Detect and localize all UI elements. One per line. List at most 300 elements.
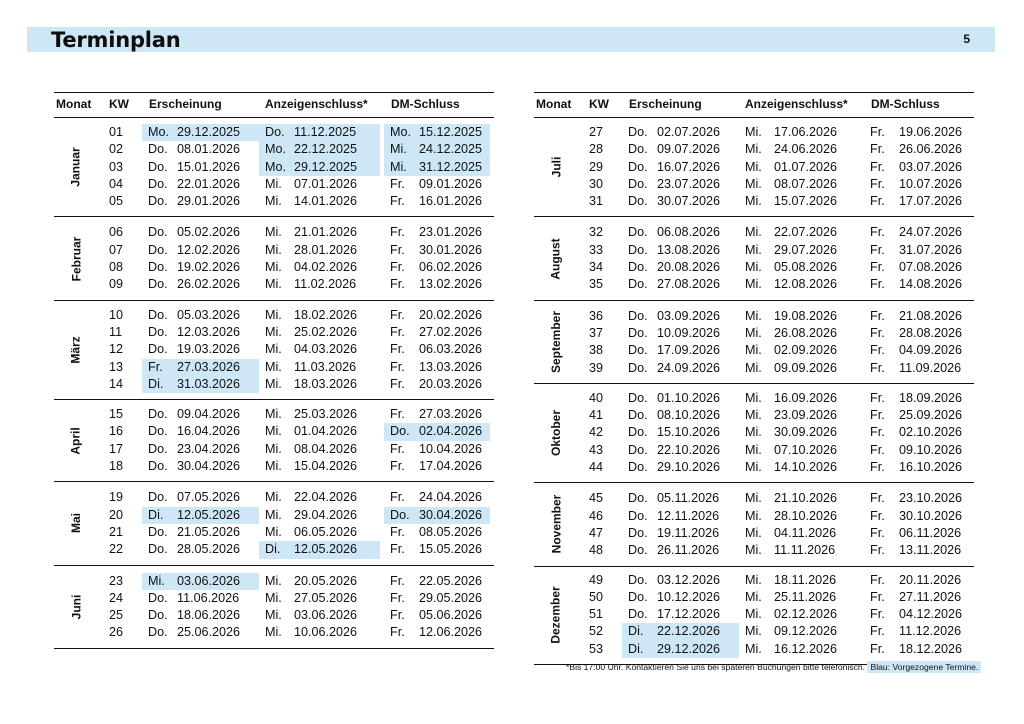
weekday: Fr. bbox=[870, 589, 885, 604]
weekday: Do. bbox=[628, 194, 648, 209]
date: 07.01.2026 bbox=[294, 176, 358, 191]
date: 27.02.2026 bbox=[419, 324, 483, 339]
month-name: Januar bbox=[68, 147, 83, 187]
date: 07.08.2026 bbox=[899, 260, 963, 275]
kw-cell: 21 bbox=[109, 524, 124, 539]
date: 29.04.2026 bbox=[294, 507, 358, 522]
kw-cell: 11 bbox=[109, 324, 123, 339]
date: 13.02.2026 bbox=[419, 277, 483, 292]
kw-cell: 30 bbox=[589, 176, 604, 191]
erscheinung-cell bbox=[622, 259, 739, 276]
weekday: Mi. bbox=[265, 307, 282, 322]
date: 22.05.2026 bbox=[419, 573, 483, 588]
weekday: Fr. bbox=[870, 442, 885, 457]
kw-cell: 14 bbox=[109, 376, 124, 391]
date: 15.05.2026 bbox=[419, 542, 483, 557]
weekday: Do. bbox=[148, 608, 168, 623]
erscheinung-cell bbox=[622, 623, 739, 640]
header-anzeigenschluss: Anzeigenschluss* bbox=[265, 97, 368, 111]
month-group bbox=[534, 301, 974, 384]
weekday: Fr. bbox=[870, 225, 885, 240]
weekday: Mi. bbox=[745, 589, 762, 604]
anzeigenschluss-cell bbox=[739, 641, 860, 658]
date: 08.04.2026 bbox=[294, 441, 358, 456]
date: 03.09.2026 bbox=[657, 308, 721, 323]
date: 05.08.2026 bbox=[774, 260, 838, 275]
dm-schluss-cell bbox=[864, 360, 970, 377]
date: 12.05.2026 bbox=[177, 507, 241, 522]
date: 17.07.2026 bbox=[899, 194, 963, 209]
weekday: Do. bbox=[628, 125, 648, 139]
weekday: Mi. bbox=[745, 525, 762, 540]
month-group bbox=[534, 384, 974, 483]
table-row bbox=[534, 259, 974, 276]
date: 06.08.2026 bbox=[657, 225, 721, 240]
dm-schluss-cell bbox=[384, 624, 490, 641]
date: 20.03.2026 bbox=[419, 376, 483, 391]
date: 22.12.2026 bbox=[657, 624, 721, 639]
dm-schluss-cell bbox=[864, 159, 970, 176]
anzeigenschluss-cell bbox=[739, 360, 860, 377]
table-row bbox=[54, 341, 494, 358]
dm-schluss-cell bbox=[384, 307, 490, 324]
kw-cell: 39 bbox=[589, 360, 604, 375]
month-group bbox=[54, 482, 494, 565]
erscheinung-cell bbox=[142, 590, 259, 607]
weekday: Mi. bbox=[745, 508, 762, 523]
kw-cell: 45 bbox=[589, 491, 604, 506]
month-name: April bbox=[69, 427, 83, 455]
erscheinung-cell bbox=[622, 424, 739, 441]
anzeigenschluss-cell bbox=[259, 307, 380, 324]
date: 12.02.2026 bbox=[177, 242, 241, 257]
date: 11.12.2025 bbox=[294, 125, 357, 139]
date: 27.11.2026 bbox=[899, 589, 962, 604]
kw-cell: 53 bbox=[589, 641, 604, 656]
date: 25.06.2026 bbox=[177, 625, 241, 640]
dm-schluss-cell bbox=[384, 224, 490, 241]
weekday: Do. bbox=[628, 390, 648, 405]
erscheinung-cell bbox=[622, 390, 739, 407]
anzeigenschluss-cell bbox=[739, 276, 860, 293]
date: 10.07.2026 bbox=[899, 176, 963, 191]
weekday: Mi. bbox=[265, 407, 282, 422]
table-row bbox=[54, 141, 494, 158]
kw-cell: 32 bbox=[589, 225, 604, 240]
footnote bbox=[566, 662, 981, 672]
table-row bbox=[54, 507, 494, 524]
date: 03.06.2026 bbox=[294, 608, 358, 623]
anzeigenschluss-cell bbox=[259, 423, 380, 440]
table-row bbox=[534, 176, 974, 193]
erscheinung-cell bbox=[622, 508, 739, 525]
kw-cell: 13 bbox=[109, 359, 124, 374]
kw-cell: 09 bbox=[109, 277, 124, 292]
table-row bbox=[54, 590, 494, 607]
dm-schluss-cell bbox=[384, 242, 490, 259]
weekday: Do. bbox=[148, 225, 168, 240]
weekday: Mi. bbox=[265, 590, 282, 605]
weekday: Fr. bbox=[870, 525, 885, 540]
weekday: Mi. bbox=[390, 159, 407, 174]
weekday: Fr. bbox=[870, 390, 885, 405]
table-row bbox=[534, 360, 974, 377]
header-dm-schluss: DM-Schluss bbox=[391, 97, 460, 111]
date: 11.03.2026 bbox=[294, 359, 357, 374]
weekday: Mo. bbox=[390, 125, 411, 139]
date: 19.11.2026 bbox=[657, 525, 720, 540]
kw-cell: 17 bbox=[109, 441, 124, 456]
table-row bbox=[54, 489, 494, 506]
anzeigenschluss-cell bbox=[259, 507, 380, 524]
erscheinung-cell bbox=[622, 490, 739, 507]
page-title: Terminplan bbox=[51, 28, 181, 52]
erscheinung-cell bbox=[142, 176, 259, 193]
anzeigenschluss-cell bbox=[259, 341, 380, 358]
date: 05.03.2026 bbox=[177, 307, 241, 322]
date: 30.07.2026 bbox=[657, 194, 721, 209]
weekday: Fr. bbox=[390, 608, 405, 623]
header-kw: KW bbox=[109, 97, 129, 111]
anzeigenschluss-cell bbox=[739, 542, 860, 559]
erscheinung-cell bbox=[142, 307, 259, 324]
weekday: Fr. bbox=[870, 277, 885, 292]
weekday: Do. bbox=[628, 242, 648, 257]
dm-schluss-cell bbox=[864, 623, 970, 640]
anzeigenschluss-cell bbox=[739, 242, 860, 259]
anzeigenschluss-cell bbox=[739, 606, 860, 623]
date: 06.05.2026 bbox=[294, 524, 358, 539]
table-row bbox=[54, 307, 494, 324]
table-row bbox=[534, 641, 974, 658]
weekday: Mi. bbox=[265, 342, 282, 357]
weekday: Fr. bbox=[870, 491, 885, 506]
weekday: Do. bbox=[628, 325, 648, 340]
table-row bbox=[54, 624, 494, 641]
dm-schluss-cell bbox=[864, 141, 970, 158]
weekday: Mi. bbox=[745, 543, 762, 558]
anzeigenschluss-cell bbox=[739, 459, 860, 476]
date: 07.05.2026 bbox=[177, 490, 241, 505]
dm-schluss-cell bbox=[864, 308, 970, 325]
erscheinung-cell bbox=[142, 406, 259, 423]
date: 13.11.2026 bbox=[899, 543, 962, 558]
table-body bbox=[534, 118, 974, 665]
date: 19.02.2026 bbox=[177, 260, 241, 275]
date: 28.08.2026 bbox=[899, 325, 963, 340]
kw-cell: 03 bbox=[109, 159, 124, 174]
erscheinung-cell bbox=[142, 259, 259, 276]
weekday: Mi. bbox=[745, 624, 762, 639]
table-row bbox=[54, 458, 494, 475]
anzeigenschluss-cell bbox=[259, 524, 380, 541]
date: 24.12.2025 bbox=[419, 142, 483, 157]
date: 02.04.2026 bbox=[419, 424, 483, 439]
erscheinung-cell bbox=[142, 341, 259, 358]
weekday: Fr. bbox=[870, 242, 885, 257]
erscheinung-cell bbox=[622, 176, 739, 193]
dm-schluss-cell bbox=[384, 159, 490, 176]
month-group bbox=[54, 118, 494, 217]
anzeigenschluss-cell bbox=[259, 193, 380, 210]
dm-schluss-cell bbox=[864, 424, 970, 441]
date: 20.02.2026 bbox=[419, 307, 483, 322]
table-row bbox=[534, 390, 974, 407]
date: 30.04.2026 bbox=[419, 507, 483, 522]
kw-cell: 38 bbox=[589, 343, 604, 358]
weekday: Mi. bbox=[265, 277, 282, 292]
weekday: Fr. bbox=[390, 459, 405, 474]
date: 29.05.2026 bbox=[419, 590, 483, 605]
date: 30.09.2026 bbox=[774, 425, 838, 440]
weekday: Fr. bbox=[390, 376, 405, 391]
month-name: Dezember bbox=[549, 586, 564, 644]
table-row bbox=[54, 423, 494, 440]
weekday: Fr. bbox=[870, 360, 885, 375]
anzeigenschluss-cell bbox=[739, 490, 860, 507]
weekday: Do. bbox=[148, 142, 168, 157]
anzeigenschluss-cell bbox=[739, 159, 860, 176]
weekday: Mi. bbox=[265, 242, 282, 257]
footnote-legend: Blau: Vorgezogene Termine. bbox=[867, 661, 981, 673]
dm-schluss-cell bbox=[384, 141, 490, 158]
kw-cell: 49 bbox=[589, 572, 604, 587]
header-erscheinung: Erscheinung bbox=[149, 97, 222, 111]
date: 15.12.2025 bbox=[419, 125, 483, 139]
date: 11.11.2026 bbox=[774, 543, 836, 558]
weekday: Mi. bbox=[265, 424, 282, 439]
table-row bbox=[54, 242, 494, 259]
month-name: September bbox=[549, 310, 563, 373]
dm-schluss-cell bbox=[864, 325, 970, 342]
date: 12.11.2026 bbox=[657, 508, 720, 523]
date: 14.01.2026 bbox=[294, 194, 358, 209]
date: 24.06.2026 bbox=[774, 142, 838, 157]
kw-cell: 41 bbox=[589, 408, 604, 423]
kw-cell: 22 bbox=[109, 542, 124, 557]
footnote-text: *Bis 17:00 Uhr. Kontaktieren Sie uns bei späteren Buchungen bitte telefonisch. bbox=[566, 662, 866, 672]
date: 21.05.2026 bbox=[177, 524, 241, 539]
erscheinung-cell bbox=[142, 489, 259, 506]
weekday: Mi. bbox=[745, 225, 762, 240]
weekday: Fr. bbox=[870, 425, 885, 440]
weekday: Do. bbox=[628, 460, 648, 475]
anzeigenschluss-cell bbox=[259, 458, 380, 475]
weekday: Mi. bbox=[745, 194, 762, 209]
date: 14.08.2026 bbox=[899, 277, 963, 292]
weekday: Di. bbox=[148, 376, 164, 391]
erscheinung-cell bbox=[622, 276, 739, 293]
date: 11.09.2026 bbox=[899, 360, 962, 375]
dm-schluss-cell bbox=[384, 590, 490, 607]
dm-schluss-cell bbox=[864, 276, 970, 293]
weekday: Mi. bbox=[265, 608, 282, 623]
erscheinung-cell bbox=[622, 141, 739, 158]
weekday: Do. bbox=[628, 343, 648, 358]
kw-cell: 15 bbox=[109, 407, 124, 422]
anzeigenschluss-cell bbox=[739, 508, 860, 525]
dm-schluss-cell bbox=[864, 459, 970, 476]
date: 13.03.2026 bbox=[419, 359, 483, 374]
anzeigenschluss-cell bbox=[739, 424, 860, 441]
date: 22.12.2025 bbox=[294, 142, 358, 157]
date: 20.05.2026 bbox=[294, 573, 358, 588]
weekday: Mi. bbox=[148, 573, 165, 588]
date: 22.10.2026 bbox=[657, 442, 721, 457]
weekday: Do. bbox=[628, 572, 648, 587]
weekday: Do. bbox=[628, 442, 648, 457]
date: 24.09.2026 bbox=[657, 360, 721, 375]
anzeigenschluss-cell bbox=[259, 489, 380, 506]
anzeigenschluss-cell bbox=[259, 376, 380, 393]
table-row bbox=[534, 459, 974, 476]
dm-schluss-cell bbox=[384, 423, 490, 440]
date: 15.10.2026 bbox=[657, 425, 721, 440]
date: 09.04.2026 bbox=[177, 407, 241, 422]
date: 30.01.2026 bbox=[419, 242, 483, 257]
erscheinung-cell bbox=[142, 607, 259, 624]
table-row bbox=[534, 141, 974, 158]
date: 29.10.2026 bbox=[657, 460, 721, 475]
dm-schluss-cell bbox=[384, 324, 490, 341]
table-row bbox=[534, 325, 974, 342]
weekday: Do. bbox=[628, 176, 648, 191]
anzeigenschluss-cell bbox=[259, 124, 380, 141]
weekday: Fr. bbox=[148, 359, 163, 374]
date: 19.08.2026 bbox=[774, 308, 838, 323]
date: 08.01.2026 bbox=[177, 142, 241, 157]
date: 09.10.2026 bbox=[899, 442, 963, 457]
kw-cell: 24 bbox=[109, 590, 124, 605]
table-row bbox=[534, 623, 974, 640]
erscheinung-cell bbox=[142, 159, 259, 176]
kw-cell: 01 bbox=[109, 125, 124, 139]
weekday: Do. bbox=[628, 277, 648, 292]
weekday: Mi. bbox=[265, 459, 282, 474]
weekday: Fr. bbox=[390, 176, 405, 191]
erscheinung-cell bbox=[622, 459, 739, 476]
weekday: Mi. bbox=[745, 176, 762, 191]
date: 17.12.2026 bbox=[657, 607, 721, 622]
kw-cell: 33 bbox=[589, 242, 604, 257]
dm-schluss-cell bbox=[384, 376, 490, 393]
month-name: Juni bbox=[68, 594, 83, 619]
date: 11.02.2026 bbox=[294, 277, 357, 292]
date: 15.01.2026 bbox=[177, 159, 241, 174]
weekday: Do. bbox=[628, 543, 648, 558]
date: 01.10.2026 bbox=[657, 390, 721, 405]
weekday: Fr. bbox=[390, 490, 405, 505]
table-row bbox=[54, 259, 494, 276]
weekday: Mi. bbox=[745, 425, 762, 440]
dm-schluss-cell bbox=[384, 458, 490, 475]
kw-cell: 34 bbox=[589, 260, 604, 275]
erscheinung-cell bbox=[622, 442, 739, 459]
table-row bbox=[54, 541, 494, 558]
erscheinung-cell bbox=[622, 589, 739, 606]
date: 17.09.2026 bbox=[657, 343, 721, 358]
dm-schluss-cell bbox=[384, 124, 490, 141]
anzeigenschluss-cell bbox=[739, 589, 860, 606]
anzeigenschluss-cell bbox=[259, 624, 380, 641]
weekday: Do. bbox=[148, 625, 168, 640]
anzeigenschluss-cell bbox=[739, 342, 860, 359]
date: 29.07.2026 bbox=[774, 242, 838, 257]
weekday: Mo. bbox=[265, 159, 286, 174]
weekday: Fr. bbox=[390, 524, 405, 539]
page-number: 5 bbox=[963, 32, 970, 46]
date: 12.05.2026 bbox=[294, 542, 358, 557]
date: 26.06.2026 bbox=[899, 142, 963, 157]
table-header bbox=[54, 92, 494, 118]
weekday: Mi. bbox=[745, 607, 762, 622]
table-row bbox=[534, 508, 974, 525]
dm-schluss-cell bbox=[864, 542, 970, 559]
date: 25.03.2026 bbox=[294, 407, 358, 422]
date: 23.04.2026 bbox=[177, 441, 241, 456]
date: 06.03.2026 bbox=[419, 342, 483, 357]
table-row bbox=[54, 441, 494, 458]
date: 10.04.2026 bbox=[419, 441, 483, 456]
kw-cell: 37 bbox=[589, 325, 604, 340]
weekday: Do. bbox=[390, 507, 410, 522]
anzeigenschluss-cell bbox=[259, 573, 380, 590]
date: 10.12.2026 bbox=[657, 589, 721, 604]
anzeigenschluss-cell bbox=[739, 124, 860, 141]
erscheinung-cell bbox=[622, 159, 739, 176]
date: 31.12.2025 bbox=[419, 159, 483, 174]
erscheinung-cell bbox=[622, 342, 739, 359]
date: 06.02.2026 bbox=[419, 260, 483, 275]
kw-cell: 29 bbox=[589, 159, 604, 174]
header-kw: KW bbox=[589, 97, 609, 111]
erscheinung-cell bbox=[142, 541, 259, 558]
table-row bbox=[54, 224, 494, 241]
erscheinung-cell bbox=[142, 242, 259, 259]
date: 16.07.2026 bbox=[657, 159, 721, 174]
table-row bbox=[54, 524, 494, 541]
weekday: Mo. bbox=[265, 142, 286, 157]
anzeigenschluss-cell bbox=[259, 141, 380, 158]
erscheinung-cell bbox=[142, 324, 259, 341]
erscheinung-cell bbox=[142, 224, 259, 241]
weekday: Mi. bbox=[265, 260, 282, 275]
weekday: Di. bbox=[265, 542, 281, 557]
date: 09.07.2026 bbox=[657, 142, 721, 157]
weekday: Mi. bbox=[265, 324, 282, 339]
table-row bbox=[534, 442, 974, 459]
date: 04.11.2026 bbox=[774, 525, 837, 540]
kw-cell: 10 bbox=[109, 307, 124, 322]
weekday: Fr. bbox=[390, 342, 405, 357]
erscheinung-cell bbox=[622, 224, 739, 241]
date: 02.10.2026 bbox=[899, 425, 963, 440]
date: 25.09.2026 bbox=[899, 408, 963, 423]
date: 15.07.2026 bbox=[774, 194, 838, 209]
erscheinung-cell bbox=[142, 376, 259, 393]
dm-schluss-cell bbox=[864, 606, 970, 623]
date: 21.01.2026 bbox=[294, 225, 358, 240]
anzeigenschluss-cell bbox=[259, 324, 380, 341]
erscheinung-cell bbox=[142, 441, 259, 458]
table-row bbox=[54, 159, 494, 176]
anzeigenschluss-cell bbox=[739, 259, 860, 276]
table-row bbox=[54, 124, 494, 141]
erscheinung-cell bbox=[142, 141, 259, 158]
kw-cell: 06 bbox=[109, 225, 124, 240]
weekday: Do. bbox=[148, 277, 168, 292]
dm-schluss-cell bbox=[384, 259, 490, 276]
